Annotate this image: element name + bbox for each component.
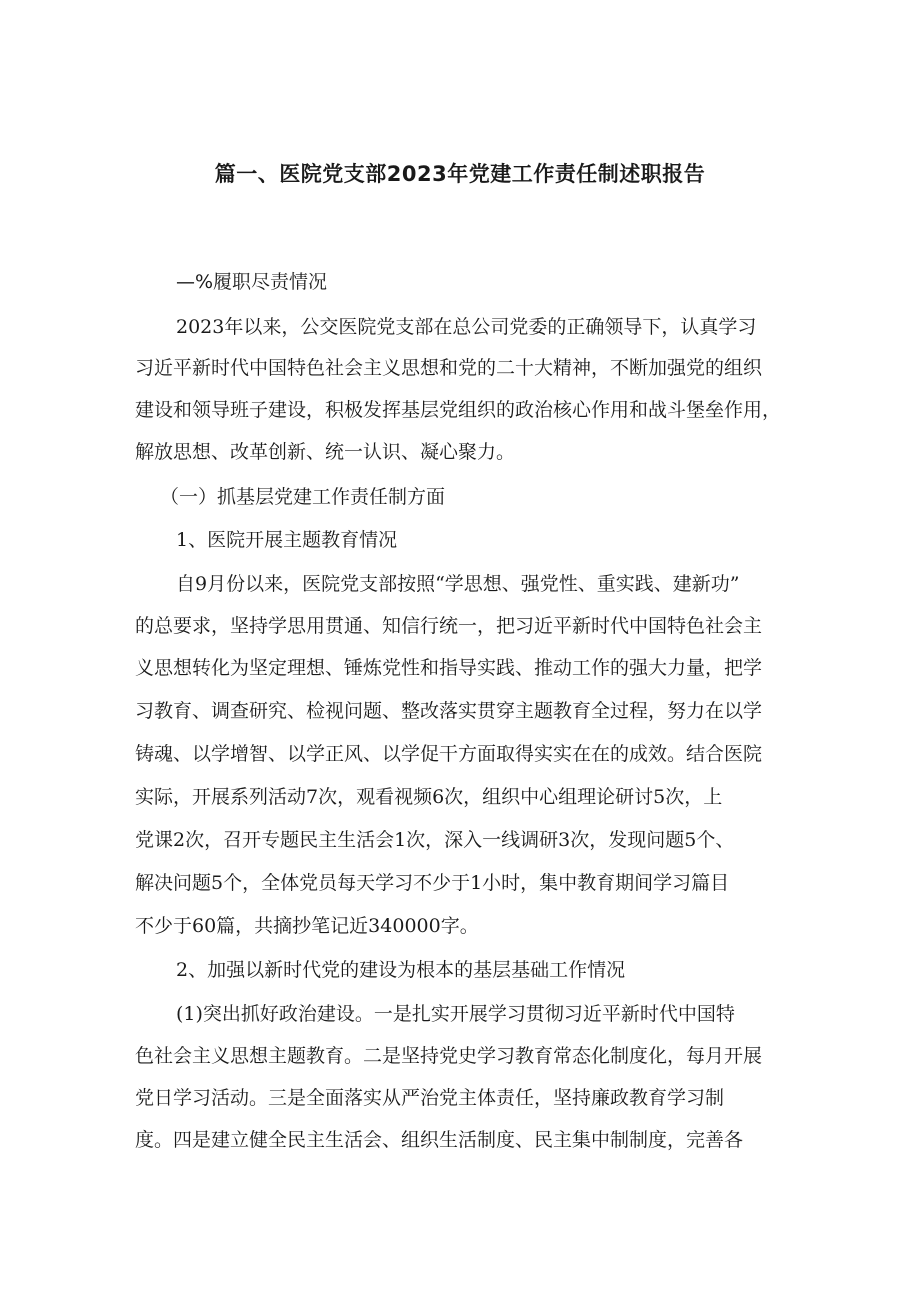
body-line: 习教育、调查研究、检视问题、整改落实贯穿主题教育全过程，努力在以学	[135, 700, 763, 722]
body-line: 不少于60篇，共摘抄笔记近340000字。	[135, 915, 479, 937]
body-line: 义思想转化为坚定理想、锤炼党性和指导实践、推动工作的强大力量，把学	[135, 657, 763, 679]
body-line: (1)突出抓好政治建设。一是扎实开展学习贯彻习近平新时代中国特	[176, 1003, 735, 1025]
body-line: 解放思想、改革创新、统一认识、凝心聚力。	[135, 441, 516, 463]
body-line: 铸魂、以学增智、以学正风、以学促干方面取得实实在在的成效。结合医院	[135, 743, 763, 765]
body-line: 自9月份以来，医院党支部按照“学思想、强党性、重实践、建新功”	[176, 573, 740, 595]
body-line: 2023年以来，公交医院党支部在总公司党委的正确领导下，认真学习	[176, 316, 757, 338]
subsection-heading: （一）抓基层党建工作责任制方面	[160, 486, 446, 508]
section-heading: —%履职尽责情况	[176, 271, 328, 293]
body-line: 党课2次，召开专题民主生活会1次，深入一线调研3次，发现问题5个、	[135, 829, 735, 851]
body-line: 实际，开展系列活动7次，观看视频6次，组织中心组理论研讨5次，上	[135, 786, 723, 808]
body-line: 色社会主义思想主题教育。二是坚持党史学习教育常态化制度化，每月开展	[135, 1045, 763, 1067]
body-line: 解决问题5个，全体党员每天学习不少于1小时，集中教育期间学习篇目	[135, 872, 730, 894]
body-line: 的总要求，坚持学思用贯通、知信行统一，把习近平新时代中国特色社会主	[135, 615, 763, 637]
body-line: 度。四是建立健全民主生活会、组织生活制度、民主集中制制度，完善各	[135, 1129, 744, 1151]
item-heading: 2、加强以新时代党的建设为根本的基层基础工作情况	[176, 959, 626, 981]
body-line: 习近平新时代中国特色社会主义思想和党的二十大精神，不断加强党的组织	[135, 357, 763, 379]
item-heading: 1、医院开展主题教育情况	[176, 529, 398, 551]
body-line: 党日学习活动。三是全面落实从严治党主体责任，坚持廉政教育学习制	[135, 1087, 725, 1109]
body-line: 建设和领导班子建设，积极发挥基层党组织的政治核心作用和战斗堡垒作用，	[135, 399, 782, 421]
document-title: 篇一、医院党支部2023年党建工作责任制述职报告	[214, 162, 706, 186]
